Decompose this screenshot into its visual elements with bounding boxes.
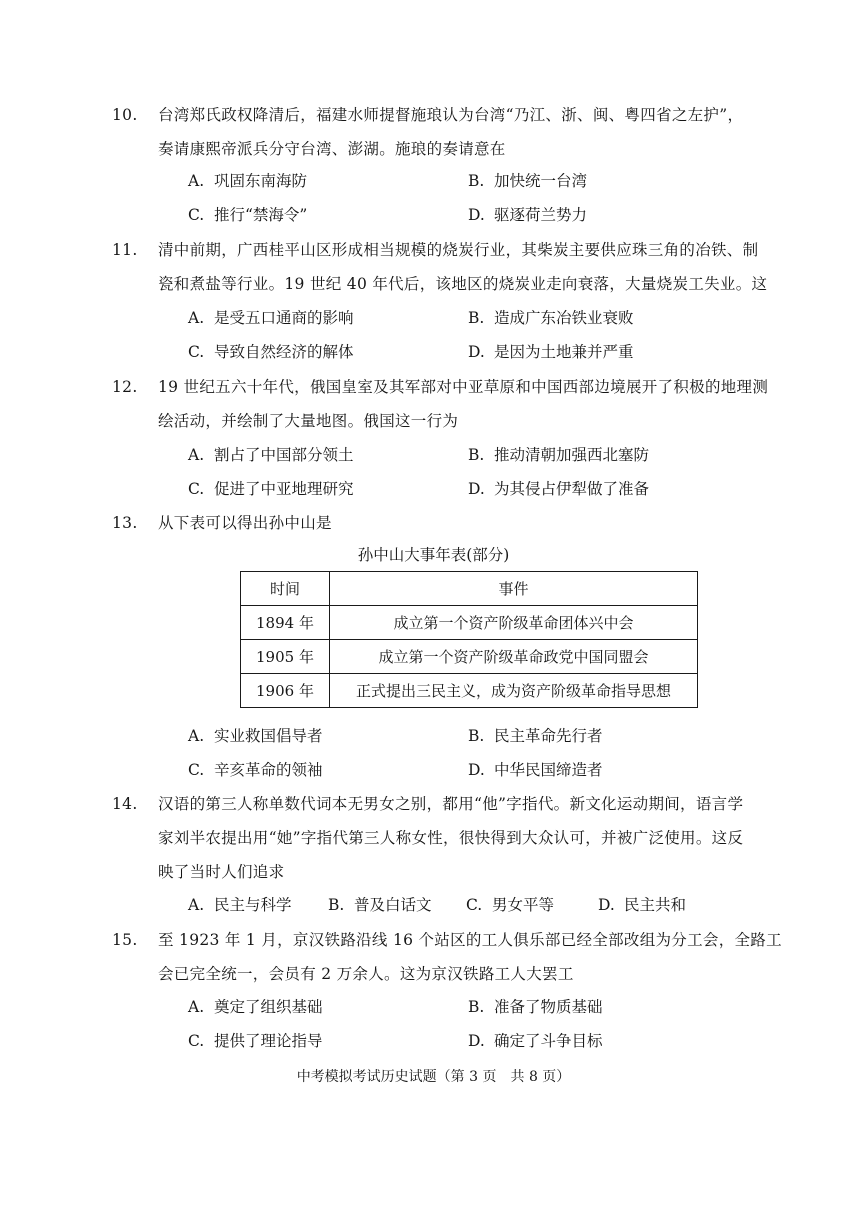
- option-d[interactable]: [468, 203, 587, 225]
- table-row: [241, 606, 698, 640]
- option-text: 奠定了组织基础: [214, 998, 323, 1016]
- table-row: [241, 640, 698, 674]
- option-label: B.: [468, 172, 485, 190]
- option-d[interactable]: [468, 1029, 603, 1051]
- option-text: 男女平等: [492, 896, 555, 914]
- question-text-line: 清中前期，广西桂平山区形成相当规模的烧炭行业，其柴炭主要供应珠三角的冶铁、制: [158, 241, 759, 259]
- question-number: 10.: [112, 106, 138, 124]
- question-text-line: 映了当时人们追求: [158, 863, 285, 881]
- option-text: 导致自然经济的解体: [214, 343, 354, 361]
- option-text: 确定了斗争目标: [494, 1032, 603, 1050]
- option-label: C.: [188, 480, 205, 498]
- table-title: 孙中山大事年表(部分): [357, 546, 510, 564]
- table-cell-year: 1905 年: [241, 640, 330, 674]
- option-a[interactable]: [188, 893, 292, 915]
- question-12: [112, 370, 798, 438]
- option-c[interactable]: [466, 893, 554, 915]
- option-b[interactable]: [468, 306, 634, 328]
- column-header-event: 事件: [330, 572, 698, 606]
- option-a[interactable]: [188, 443, 354, 465]
- option-text: 割占了中国部分领土: [214, 446, 354, 464]
- option-a[interactable]: [188, 306, 354, 328]
- option-label: A.: [188, 172, 205, 190]
- question-13: [112, 506, 798, 540]
- option-label: A.: [188, 446, 205, 464]
- option-c[interactable]: [188, 758, 323, 780]
- option-text: 普及白话文: [354, 896, 432, 914]
- option-text: 巩固东南海防: [214, 172, 308, 190]
- option-label: D.: [468, 480, 485, 498]
- option-text: 中华民国缔造者: [494, 761, 603, 779]
- option-text: 加快统一台湾: [494, 172, 588, 190]
- question-number: 12.: [112, 378, 138, 396]
- option-text: 促进了中亚地理研究: [214, 480, 354, 498]
- option-b[interactable]: [468, 443, 649, 465]
- option-label: C.: [188, 761, 205, 779]
- option-a[interactable]: [188, 724, 323, 746]
- option-label: D.: [598, 896, 615, 914]
- option-label: B.: [468, 446, 485, 464]
- option-a[interactable]: [188, 169, 307, 191]
- question-text-line: 汉语的第三人称单数代词本无男女之别，都用“他”字指代。新文化运动期间，语言学: [158, 795, 744, 813]
- option-d[interactable]: [468, 758, 603, 780]
- option-c[interactable]: [188, 340, 354, 362]
- option-text: 民主革命先行者: [494, 727, 603, 745]
- column-header-time: 时间: [241, 572, 330, 606]
- table-cell-event: 成立第一个资产阶级革命团体兴中会: [330, 606, 698, 640]
- option-text: 辛亥革命的领袖: [214, 761, 323, 779]
- table-cell-event: 正式提出三民主义，成为资产阶级革命指导思想: [330, 674, 698, 708]
- question-14: [112, 787, 798, 889]
- question-number: 13.: [112, 514, 138, 532]
- question-10: [112, 98, 798, 166]
- question-text-line: 从下表可以得出孙中山是: [158, 514, 332, 532]
- question-text-line: 会已完全统一，会员有 2 万余人。这为京汉铁路工人大罢工: [158, 965, 574, 983]
- table-cell-year: 1894 年: [241, 606, 330, 640]
- option-label: D.: [468, 761, 485, 779]
- option-label: B.: [468, 998, 485, 1016]
- option-text: 推行“禁海令”: [214, 206, 308, 224]
- option-label: C.: [466, 896, 483, 914]
- option-a[interactable]: [188, 995, 323, 1017]
- question-text-line: 至 1923 年 1 月，京汉铁路沿线 16 个站区的工人俱乐部已经全部改组为分工会，全路工: [158, 931, 782, 949]
- option-text: 是受五口通商的影响: [214, 309, 354, 327]
- question-number: 14.: [112, 795, 138, 813]
- option-text: 民主与科学: [214, 896, 292, 914]
- page-footer: 中考模拟考试历史试题（第 3 页 共 8 页）: [296, 1069, 571, 1085]
- option-label: A.: [188, 727, 205, 745]
- option-label: A.: [188, 998, 205, 1016]
- option-b[interactable]: [328, 893, 432, 915]
- option-text: 造成广东冶铁业衰败: [494, 309, 634, 327]
- option-c[interactable]: [188, 203, 307, 225]
- option-text: 驱逐荷兰势力: [494, 206, 588, 224]
- option-b[interactable]: [468, 169, 587, 191]
- option-d[interactable]: [468, 340, 634, 362]
- option-text: 是因为土地兼并严重: [494, 343, 634, 361]
- question-text-line: 瓷和煮盐等行业。19 世纪 40 年代后，该地区的烧炭业走向衰落，大量烧炭工失业。这: [158, 275, 768, 293]
- option-text: 提供了理论指导: [214, 1032, 323, 1050]
- table-cell-year: 1906 年: [241, 674, 330, 708]
- option-c[interactable]: [188, 477, 354, 499]
- table-header-row: [241, 572, 698, 606]
- option-label: B.: [468, 727, 485, 745]
- option-label: B.: [328, 896, 345, 914]
- question-11: [112, 233, 798, 301]
- question-text-line: 家刘半农提出用“她”字指代第三人称女性，很快得到大众认可，并被广泛使用。这反: [158, 829, 744, 847]
- option-b[interactable]: [468, 995, 603, 1017]
- table-cell-event: 成立第一个资产阶级革命政党中国同盟会: [330, 640, 698, 674]
- chronology-table: [240, 571, 698, 708]
- option-d[interactable]: [598, 893, 686, 915]
- option-label: C.: [188, 1032, 205, 1050]
- option-text: 为其侵占伊犁做了准备: [494, 480, 650, 498]
- question-text-line: 奏请康熙帝派兵分守台湾、澎湖。施琅的奏请意在: [158, 140, 506, 158]
- option-d[interactable]: [468, 477, 649, 499]
- option-label: B.: [468, 309, 485, 327]
- option-label: A.: [188, 309, 205, 327]
- question-text-line: 19 世纪五六十年代，俄国皇室及其军部对中亚草原和中国西部边境展开了积极的地理测: [158, 378, 769, 396]
- question-15: [112, 923, 798, 991]
- option-text: 准备了物质基础: [494, 998, 603, 1016]
- option-c[interactable]: [188, 1029, 323, 1051]
- option-text: 推动清朝加强西北塞防: [494, 446, 650, 464]
- option-label: D.: [468, 206, 485, 224]
- question-number: 11.: [112, 241, 138, 259]
- option-label: C.: [188, 206, 205, 224]
- option-label: D.: [468, 343, 485, 361]
- option-b[interactable]: [468, 724, 603, 746]
- option-label: C.: [188, 343, 205, 361]
- table-row: [241, 674, 698, 708]
- question-text-line: 台湾郑氏政权降清后，福建水师提督施琅认为台湾“乃江、浙、闽、粤四省之左护”，: [158, 106, 744, 124]
- option-label: D.: [468, 1032, 485, 1050]
- option-label: A.: [188, 896, 205, 914]
- option-text: 民主共和: [624, 896, 687, 914]
- question-text-line: 绘活动，并绘制了大量地图。俄国这一行为: [158, 412, 459, 430]
- question-number: 15.: [112, 931, 138, 949]
- option-text: 实业救国倡导者: [214, 727, 323, 745]
